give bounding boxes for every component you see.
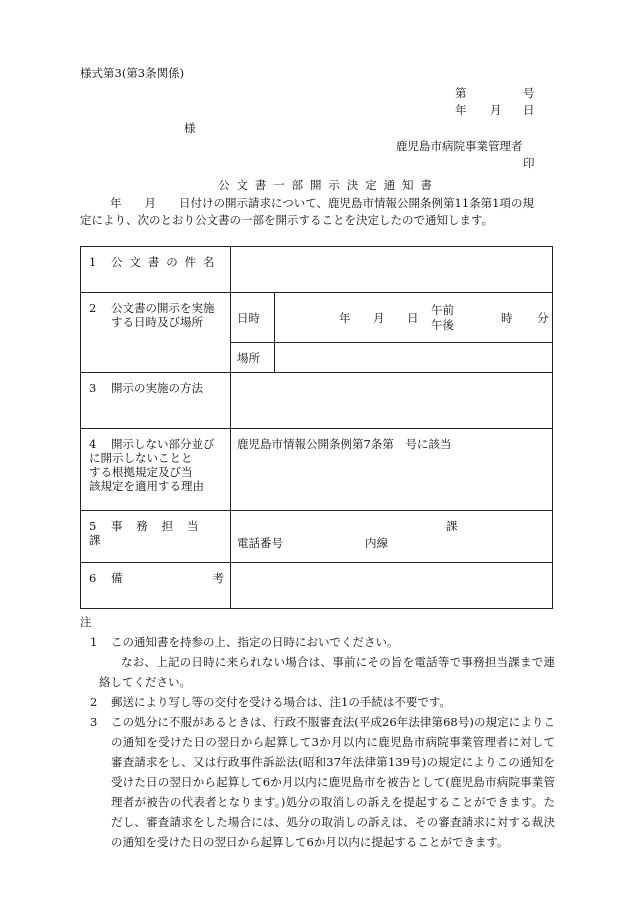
row-reason — [81, 429, 553, 511]
intro-line-2: 定により、次のとおり公文書の一部を開示することを決定したので通知します。 — [80, 213, 494, 227]
notice-form-table — [80, 246, 553, 609]
document-title: 公文書一部開示決定通知書 — [218, 178, 439, 192]
row-subject-label: 1 公文書の件名 — [81, 247, 231, 293]
row-datetime-label: 2 公文書の開示を実施 する日時及び場所 — [81, 293, 231, 373]
row-remarks — [81, 563, 553, 609]
row-datetime — [81, 293, 553, 343]
note-3: 3 この処分に不服があるときは、行政不服審査法(平成26年法律第68号)の規定によりこの通知を受けた日の翌日から起算して3か月以内に鹿児島市病院事業管理者に対して審査請求をし、又は行政事件訴訟法(昭和37年法律第139号)の規定によりこの通知を受けた日の翌日から起算して6か月以内に鹿児島市を被告として(鹿児島市病院事業管理者が被告の代表者となります。)処分の取消しの訴えを提起することができます。ただし、審査請求をした場合には、処分の取消しの訴えは、その審査請求に対する裁決の通知を受けた日の翌日から起算して6か月以内に提起することができます。 — [90, 715, 555, 849]
seal-mark: 印 — [523, 156, 535, 170]
row-remarks-label: 6 備 考 — [81, 563, 231, 609]
am-label: 午前 — [431, 303, 454, 317]
intro-line-1: 年 月 日付けの開示請求について、鹿児島市情報公開条例第11条第1項の規 — [110, 196, 534, 210]
notes-section — [80, 612, 555, 852]
datetime-value: 年 月 日 午前 午後 時 分 — [275, 293, 553, 343]
dept-value — [231, 511, 553, 563]
row-reason-label: 4 開示しない部分並び に開示しないことと する根拠規定及び当 該規定を適用する理由 — [81, 429, 231, 511]
doc-number-suffix: 号 — [523, 86, 535, 100]
reason-value: 鹿児島市情報公開条例第7条第 号に該当 — [231, 429, 553, 511]
notes-heading: 注 — [80, 615, 92, 629]
row-dept — [81, 511, 553, 563]
datetime-label: 日時 — [231, 293, 275, 343]
note-2: 2 郵送により写し等の交付を受ける場合は、注1の手続は不要です。 — [90, 695, 451, 709]
doc-number-prefix: 第 — [455, 86, 467, 100]
row-dept-label: 5 事務担当課 — [81, 511, 231, 563]
extension-label: 内線 — [365, 536, 388, 550]
place-label: 場所 — [231, 343, 275, 373]
row-method — [81, 373, 553, 429]
issuer-name: 鹿児島市病院事業管理者 — [396, 139, 523, 153]
note-1: 1 この通知書を持参の上、指定の日時においでください。 — [90, 635, 399, 649]
row-method-label: 3 開示の実施の方法 — [81, 373, 231, 429]
date-year: 年 — [455, 103, 467, 117]
pm-label: 午後 — [431, 318, 454, 332]
subject-value — [231, 247, 553, 293]
row-subject — [81, 247, 553, 293]
phone-label: 電話番号 — [237, 536, 283, 550]
date-month: 月 — [490, 103, 502, 117]
place-value — [275, 343, 553, 373]
remarks-value — [231, 563, 553, 609]
date-day: 日 — [523, 103, 535, 117]
form-code: 様式第3(第3条関係) — [80, 66, 185, 80]
dept-suffix: 課 — [446, 519, 458, 533]
note-1-sub: なお、上記の日時に来られない場合は、事前にその旨を電話等で事務担当課まで連絡してください。 — [99, 655, 555, 689]
addressee-suffix: 様 — [184, 121, 196, 135]
method-value — [231, 373, 553, 429]
